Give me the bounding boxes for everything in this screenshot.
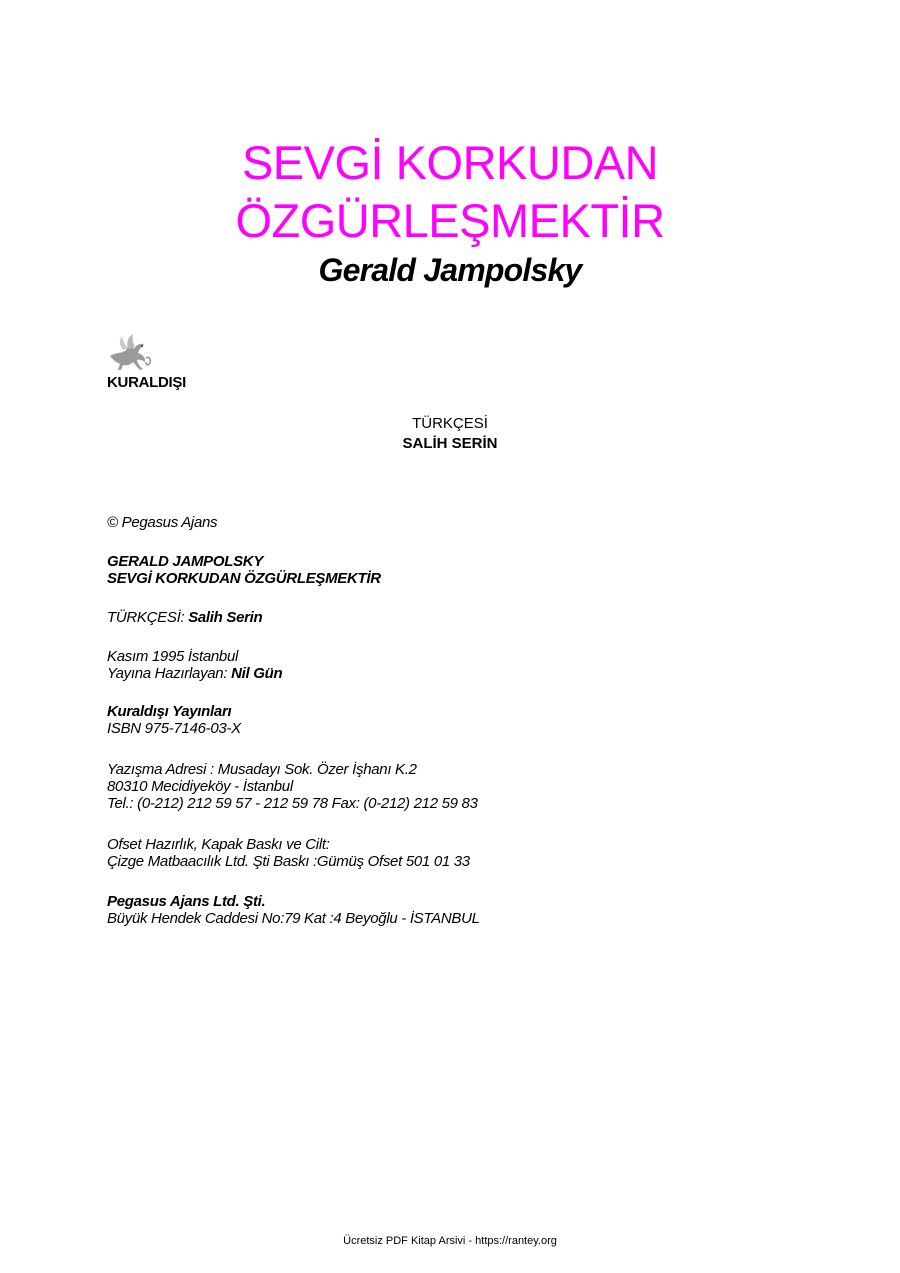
book-author: Gerald Jampolsky [318, 252, 582, 288]
address-line-2: 80310 Mecidiyeköy - İstanbul [107, 778, 293, 795]
agency-block [107, 893, 480, 927]
print-block [107, 836, 470, 870]
agency-name: Pegasus Ajans Ltd. Şti. [107, 893, 266, 910]
book-author-caps: GERALD JAMPOLSKY [107, 553, 264, 570]
isbn: ISBN 975-7146-03-X [107, 720, 241, 737]
address-line-1: Yazışma Adresi : Musadayı Sok. Özer İşhanı K.2 [107, 761, 417, 778]
print-line-1: Ofset Hazırlık, Kapak Baskı ve Cilt: [107, 836, 330, 853]
credits-title-block [107, 553, 381, 587]
footer-text: Ücretsiz PDF Kitap Arsivi - https://rantey.org [343, 1235, 557, 1247]
translator-name: SALİH SERİN [402, 435, 498, 452]
translator-heading: TÜRKÇESİ [412, 415, 488, 432]
agency-address: Büyük Hendek Caddesi No:79 Kat :4 Beyoğlu - İSTANBUL [107, 910, 480, 927]
publisher-name: Kuraldışı Yayınları [107, 703, 232, 720]
editor-name: Nil Gün [231, 665, 283, 682]
book-title-line-2: ÖZGÜRLEŞMEKTİR [235, 194, 665, 247]
date-place: Kasım 1995 İstanbul [107, 648, 239, 665]
publisher-label: KURALDIŞI [107, 374, 186, 391]
translator-block [0, 414, 900, 454]
translation-name: Salih Serin [188, 609, 263, 626]
book-title-line-1: SEVGİ KORKUDAN [241, 136, 659, 189]
phone-fax: Tel.: (0-212) 212 59 57 - 212 59 78 Fax: (0-212) 212 59 83 [107, 795, 478, 812]
copyright-line: © Pegasus Ajans [107, 514, 218, 531]
date-editor-block [107, 648, 282, 682]
editor-label: Yayına Hazırlayan: [107, 665, 228, 682]
book-title-caps: SEVGİ KORKUDAN ÖZGÜRLEŞMEKTİR [107, 570, 381, 587]
address-block [107, 761, 478, 812]
print-line-2: Çizge Matbaacılık Ltd. Şti Baskı :Gümüş Ofset 501 01 33 [107, 853, 470, 870]
translation-label: TÜRKÇESİ: [107, 609, 185, 626]
translation-credit [107, 609, 262, 626]
pegasus-logo-icon [106, 332, 152, 374]
publisher-block [107, 703, 241, 737]
